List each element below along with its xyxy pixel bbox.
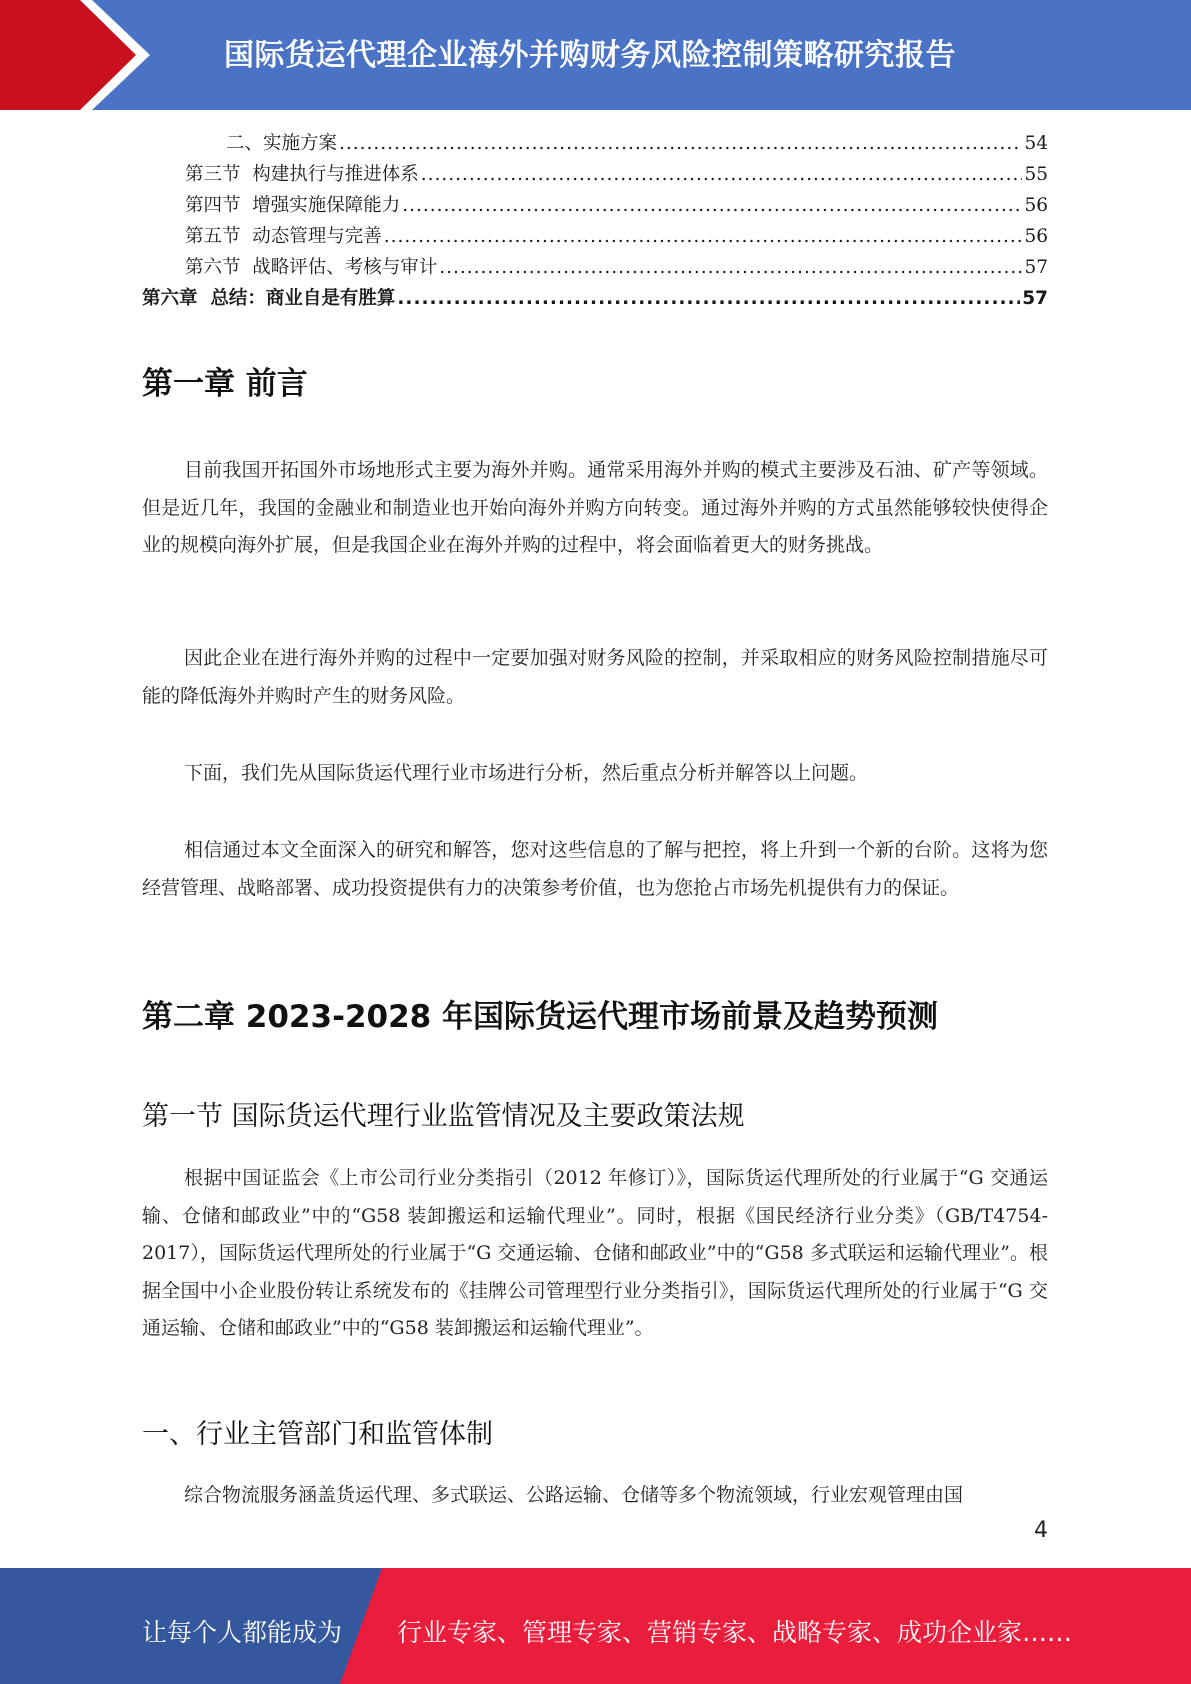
toc-entry-page: 54: [1024, 133, 1048, 154]
toc-entry[interactable]: [142, 252, 1048, 283]
toc-entry[interactable]: [142, 283, 1048, 314]
toc-leader-dots: [384, 221, 1023, 252]
toc-entry-page: 55: [1024, 164, 1048, 185]
toc-entry-title: 第四节 增强实施保障能力: [185, 195, 401, 216]
section-heading: 第一节 国际货运代理行业监管情况及主要政策法规: [142, 1101, 745, 1132]
toc-entry[interactable]: [142, 221, 1048, 252]
body-paragraph: 根据中国证监会《上市公司行业分类指引（2012 年修订）》，国际货运代理所处的行业属于“G 交通运输、仓储和邮政业”中的“G58 装卸搬运和运输代理业”。同时，根据《国民经济行业分类》（GB/T4754-2017），国际货运代理所处的行业属于“G 交通运输、仓储和邮政业”中的“G58 多式联运和运输代理业”。根据全国中小企业股份转让系统发布的《挂牌公司管理型行业分类指引》，国际货运代理所处的行业属于“G 交通运输、仓储和邮政业”中的“G58 装卸搬运和运输代理业”。: [142, 1167, 1048, 1339]
footer-slogan-left: 让每个人都能成为: [142, 1618, 343, 1647]
toc-entry-page: 56: [1024, 226, 1048, 247]
toc-leader-dots: [402, 190, 1022, 221]
toc-entry-page: 57: [1022, 288, 1048, 309]
body-paragraph: 下面，我们先从国际货运代理行业市场进行分析，然后重点分析并解答以上问题。: [184, 762, 869, 784]
toc-entry-page: 57: [1024, 257, 1048, 278]
subsection-heading: 一、行业主管部门和监管体制: [142, 1419, 493, 1450]
report-title: 国际货运代理企业海外并购财务风险控制策略研究报告: [224, 38, 956, 73]
toc-entry[interactable]: [142, 128, 1048, 159]
header-banner: [0, 0, 1191, 110]
table-of-contents: [142, 128, 1048, 314]
body-paragraph: 因此企业在进行海外并购的过程中一定要加强对财务风险的控制，并采取相应的财务风险控制措施尽可能的降低海外并购时产生的财务风险。: [142, 647, 1048, 707]
toc-entry-title: 第六章 总结：商业自是有胜算: [142, 288, 396, 309]
header-red-arrow: [0, 0, 150, 110]
body-paragraph: 目前我国开拓国外市场地形式主要为海外并购。通常采用海外并购的模式主要涉及石油、矿产等领域。但是近几年，我国的金融业和制造业也开始向海外并购方向转变。通过海外并购的方式虽然能够较快使得企业的规模向海外扩展，但是我国企业在海外并购的过程中，将会面临着更大的财务挑战。: [142, 459, 1048, 556]
body-paragraph: 综合物流服务涵盖货运代理、多式联运、公路运输、仓储等多个物流领域，行业宏观管理由国: [184, 1484, 964, 1506]
toc-entry-page: 56: [1024, 195, 1048, 216]
toc-leader-dots: [397, 283, 1020, 314]
page-number: 4: [1034, 1518, 1048, 1543]
chapter-heading: 第一章 前言: [142, 366, 308, 402]
footer-slogan-right: 行业专家、管理专家、营销专家、战略专家、成功企业家……: [397, 1618, 1073, 1647]
toc-leader-dots: [339, 128, 1022, 159]
toc-entry-title: 二、实施方案: [226, 133, 338, 154]
footer-banner: [0, 1568, 1191, 1684]
toc-entry[interactable]: [142, 159, 1048, 190]
body-paragraph: 相信通过本文全面深入的研究和解答，您对这些信息的了解与把控，将上升到一个新的台阶。这将为您经营管理、战略部署、成功投资提供有力的决策参考价值，也为您抢占市场先机提供有力的保证。: [142, 839, 1048, 899]
toc-entry-title: 第三节 构建执行与推进体系: [185, 164, 419, 185]
toc-entry-title: 第五节 动态管理与完善: [185, 226, 382, 247]
toc-leader-dots: [439, 252, 1022, 283]
toc-entry[interactable]: [142, 190, 1048, 221]
toc-entry-title: 第六节 战略评估、考核与审计: [185, 257, 438, 278]
chapter-heading: 第二章 2023-2028 年国际货运代理市场前景及趋势预测: [142, 999, 939, 1035]
toc-leader-dots: [421, 159, 1023, 190]
